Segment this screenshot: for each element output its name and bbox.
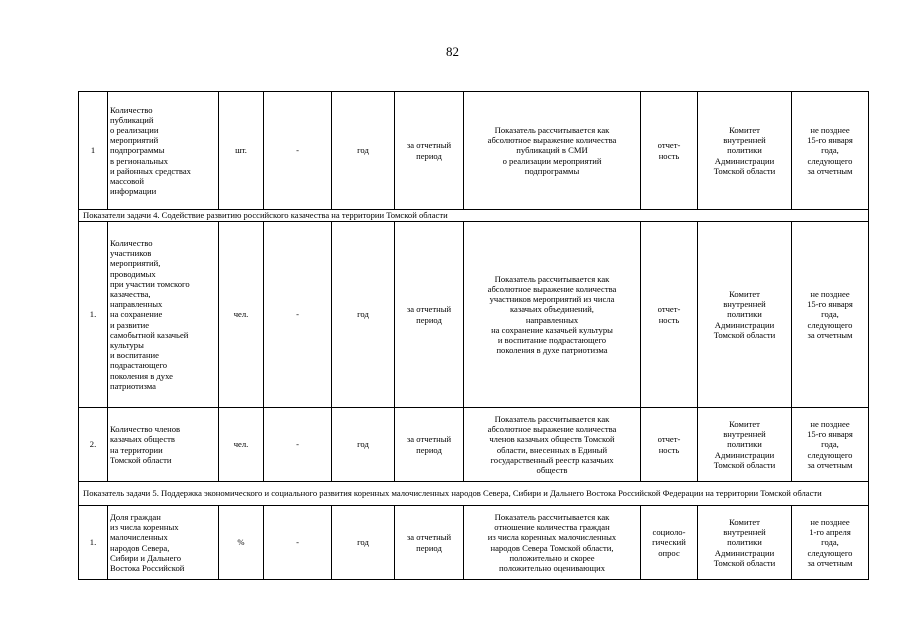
timing-cell: за отчетный период [395, 92, 464, 210]
page-number: 82 [446, 44, 459, 59]
indicators-table [78, 91, 869, 580]
empty-value-cell: - [264, 92, 332, 210]
timing-cell: за отчетный период [395, 222, 464, 408]
row-number: 1. [79, 222, 108, 408]
timing-cell: за отчетный период [395, 408, 464, 482]
row-number: 1. [79, 506, 108, 580]
periodicity-cell: год [332, 92, 395, 210]
section-5-heading: Показатель задачи 5. Поддержка экономического и социального развития коренных малочисленных народов Севера, Сибири и Дальнего Востока Российской Федерации на территории Томской области [79, 482, 869, 506]
deadline-cell: не позднее 15-го января года, следующего за отчетным [792, 92, 869, 210]
method-cell: Показатель рассчитывается как абсолютное выражение количества членов казачьих обществ Томской области, внесенных в Единый государственный реестр казачьих обществ [464, 408, 641, 482]
method-cell: Показатель рассчитывается как абсолютное выражение количества публикаций в СМИ о реализации мероприятий подпрограммы [464, 92, 641, 210]
deadline-cell: не позднее 1-го апреля года, следующего за отчетным [792, 506, 869, 580]
periodicity-cell: год [332, 222, 395, 408]
row-number: 2. [79, 408, 108, 482]
responsible-cell: Комитет внутренней политики Администрации Томской области [698, 506, 792, 580]
section-row [79, 482, 869, 506]
method-cell: Показатель рассчитывается как отношение количества граждан из числа коренных малочисленных народов Севера Томской области, положительно и скорее положительно оценивающих [464, 506, 641, 580]
table-row [79, 506, 869, 580]
table-row [79, 222, 869, 408]
responsible-cell: Комитет внутренней политики Администрации Томской области [698, 222, 792, 408]
empty-value-cell: - [264, 408, 332, 482]
source-cell: отчет- ность [641, 222, 698, 408]
unit-cell: чел. [219, 408, 264, 482]
unit-cell: шт. [219, 92, 264, 210]
method-cell: Показатель рассчитывается как абсолютное выражение количества участников мероприятий из числа казачьих объединений, направленных на сохранение казачьей культуры и воспитание подрастающего поколения в духе патриотизма [464, 222, 641, 408]
deadline-cell: не позднее 15-го января года, следующего за отчетным [792, 408, 869, 482]
deadline-cell: не позднее 15-го января года, следующего за отчетным [792, 222, 869, 408]
source-cell: отчет- ность [641, 408, 698, 482]
indicator-name: Количество публикаций о реализации мероприятий подпрограммы в региональных и районных средствах массовой информации [108, 92, 219, 210]
section-row [79, 210, 869, 222]
source-cell: социоло- гический опрос [641, 506, 698, 580]
periodicity-cell: год [332, 506, 395, 580]
section-4-heading: Показатели задачи 4. Содействие развитию российского казачества на территории Томской области [79, 210, 869, 222]
responsible-cell: Комитет внутренней политики Администрации Томской области [698, 92, 792, 210]
timing-cell: за отчетный период [395, 506, 464, 580]
table-row [79, 408, 869, 482]
responsible-cell: Комитет внутренней политики Администрации Томской области [698, 408, 792, 482]
row-number: 1 [79, 92, 108, 210]
indicator-name: Количество участников мероприятий, проводимых при участии томского казачества, направленных на сохранение и развитие самобытной казачьей культуры и воспитание подрастающего поколения в духе патриотизма [108, 222, 219, 408]
indicator-name: Количество членов казачьих обществ на территории Томской области [108, 408, 219, 482]
table-row [79, 92, 869, 210]
periodicity-cell: год [332, 408, 395, 482]
unit-cell: % [219, 506, 264, 580]
empty-value-cell: - [264, 506, 332, 580]
source-cell: отчет- ность [641, 92, 698, 210]
indicator-name: Доля граждан из числа коренных малочисленных народов Севера, Сибири и Дальнего Востока Российской [108, 506, 219, 580]
empty-value-cell: - [264, 222, 332, 408]
unit-cell: чел. [219, 222, 264, 408]
